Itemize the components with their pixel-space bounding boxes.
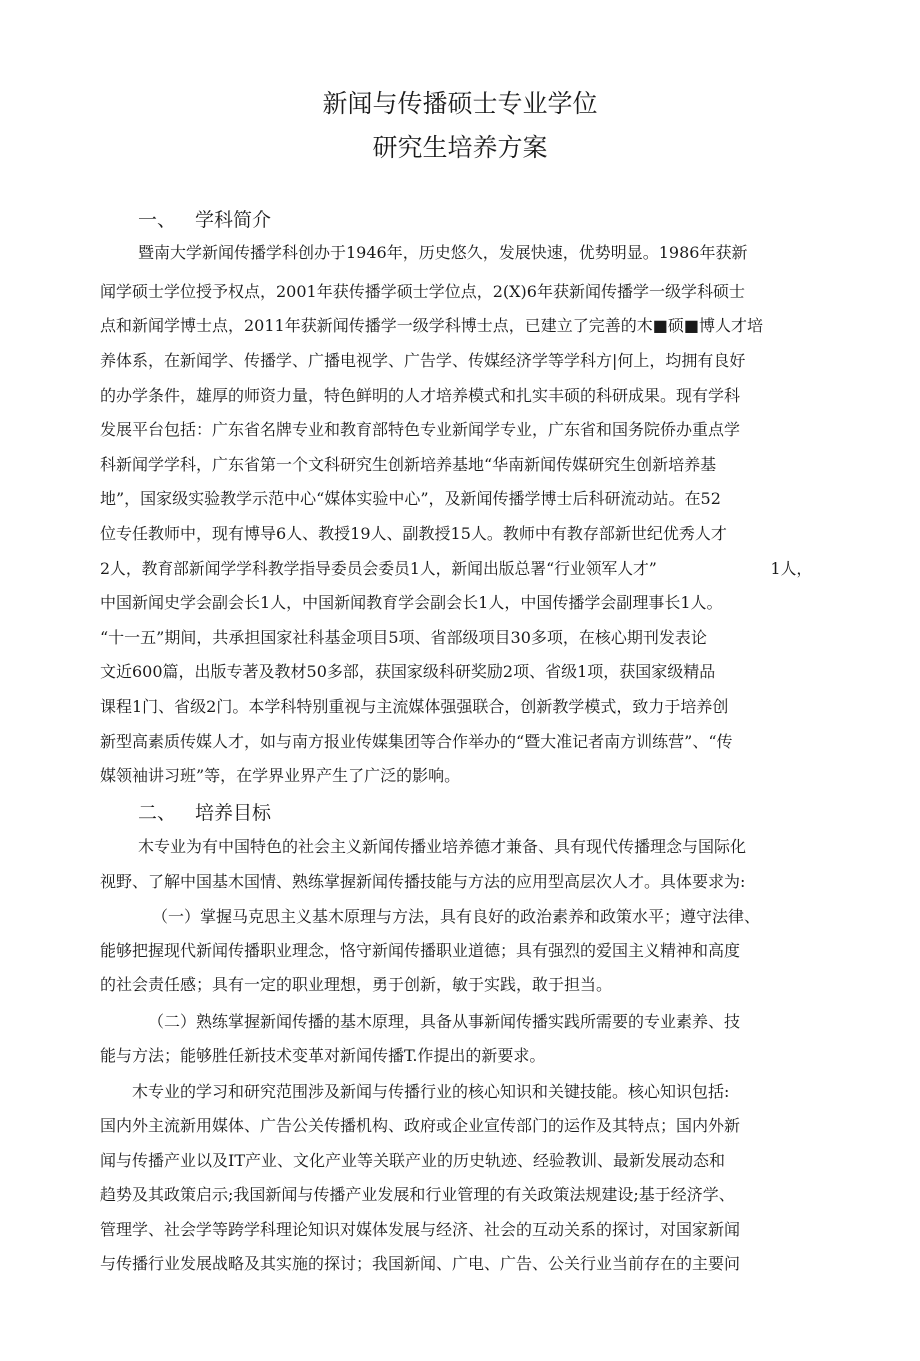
text-line: 文近600篇，出版专著及教材50多部，获国家级科研奖励2项、省级1项，获国家级精品 [100, 662, 716, 681]
text-line: 与传播行业发展战略及其实施的探讨；我国新闻、广电、广告、公关行业当前存在的主要问 [100, 1254, 741, 1273]
text-line: 管理学、社会学等跨学科理论知识对媒体发展与经济、社会的互动关系的探讨，对国家新闻 [100, 1220, 741, 1239]
text-line: 能够把握现代新闻传播职业理念，恪守新闻传播职业道德；具有强烈的爱国主义精神和高度 [100, 941, 741, 960]
text-line: 闻与传播产业以及IT产业、文化产业等关联产业的历史轨迹、经验教训、最新发展动态和 [100, 1151, 725, 1170]
text-line: 的办学条件，雄厚的师资力量，特色鲜明的人才培养模式和扎实丰硕的科研成果。现有学科 [100, 386, 741, 405]
text-line: 闻学硕士学位授予权点，2001年获传播学硕士学位点，2(X)6年获新闻传播学一级学科硕士 [100, 282, 745, 301]
text-line: 新型高素质传媒人才，如与南方报业传媒集团等合作举办的“暨大准记者南方训练营”、“传 [100, 732, 733, 751]
text-line: “十一五”期间，共承担国家社科基金项目5项、省部级项目30多项，在核心期刊发表论 [100, 628, 707, 647]
section-number: 一、 [138, 209, 177, 231]
section-title: 培养目标 [195, 802, 272, 824]
text-line: 视野、了解中国基木国情、熟练掌握新闻传播技能与方法的应用型高层次人才。具体要求为: [100, 872, 746, 891]
text-line: 能与方法；能够胜任新技术变革对新闻传播T.作提出的新要求。 [100, 1046, 546, 1065]
document-title-line1: 新闻与传播硕士专业学位 [322, 89, 598, 118]
text-line: 趋势及其政策启示;我国新闻与传播产业发展和行业管理的有关政策法规建设;基于经济学、 [100, 1185, 735, 1204]
text-line-tail: 1人， [770, 559, 813, 578]
text-line: 中国新闻史学会副会长1人，中国新闻教育学会副会长1人，中国传播学会副理事长1人。 [100, 593, 723, 612]
text-line: 暨南大学新闻传播学科创办于1946年，历史悠久，发展快速，优势明显。1986年获新 [138, 243, 748, 262]
text-line: 发展平台包括：广东省名牌专业和教育部特色专业新闻学专业，广东省和国务院侨办重点学 [100, 420, 741, 439]
text-line: （二）熟练掌握新闻传播的基木原理，具备从事新闻传播实践所需要的专业素养、技 [148, 1012, 741, 1031]
section-number: 二、 [138, 802, 177, 824]
text-line: 点和新闻学博士点，2011年获新闻传播学一级学科博士点，已建立了完善的木■硕■博人才培 [100, 316, 763, 335]
text-line: （一）掌握马克思主义基木原理与方法，具有良好的政治素养和政策水平；遵守法律、 [152, 907, 761, 926]
text-line: 科新闻学学科，广东省第一个文科研究生创新培养基地“华南新闻传媒研究生创新培养基 [100, 455, 717, 474]
text-line: 国内外主流新用媒体、广告公关传播机构、政府或企业宣传部门的运作及其特点；国内外新 [100, 1116, 741, 1135]
text-line: 媒领袖讲习班”等，在学界业界产生了广泛的影响。 [100, 766, 461, 785]
text-line [100, 558, 813, 580]
text-line: 木专业的学习和研究范围涉及新闻与传播行业的核心知识和关键技能。核心知识包括: [132, 1082, 730, 1101]
text-line-main: 2人，教育部新闻学学科教学指导委员会委员1人，新闻出版总署“行业领军人才” [100, 559, 657, 578]
text-line: 课程1门、省级2门。本学科特别重视与主流媒体强强联合，创新教学模式，致力于培养创 [100, 697, 729, 716]
text-line: 木专业为有中国特色的社会主义新闻传播业培养德才兼备、具有现代传播理念与国际化 [138, 837, 747, 856]
text-line: 的社会责任感；具有一定的职业理想，勇于创新，敏于实践，敢于担当。 [100, 975, 613, 994]
text-line: 地”，国家级实验教学示范中心“媒体实验中心”，及新闻传播学博士后科研流动站。在52 [100, 489, 721, 508]
text-line: 养体系，在新闻学、传播学、广播电视学、广告学、传媒经济学等学科方|何上，均拥有良好 [100, 351, 746, 370]
document-title-line2: 研究生培养方案 [372, 133, 548, 162]
text-line: 位专任教师中，现有博导6人、教授19人、副教授15人。教师中有教存部新世纪优秀人才 [100, 524, 727, 543]
section-title: 学科简介 [195, 209, 272, 231]
